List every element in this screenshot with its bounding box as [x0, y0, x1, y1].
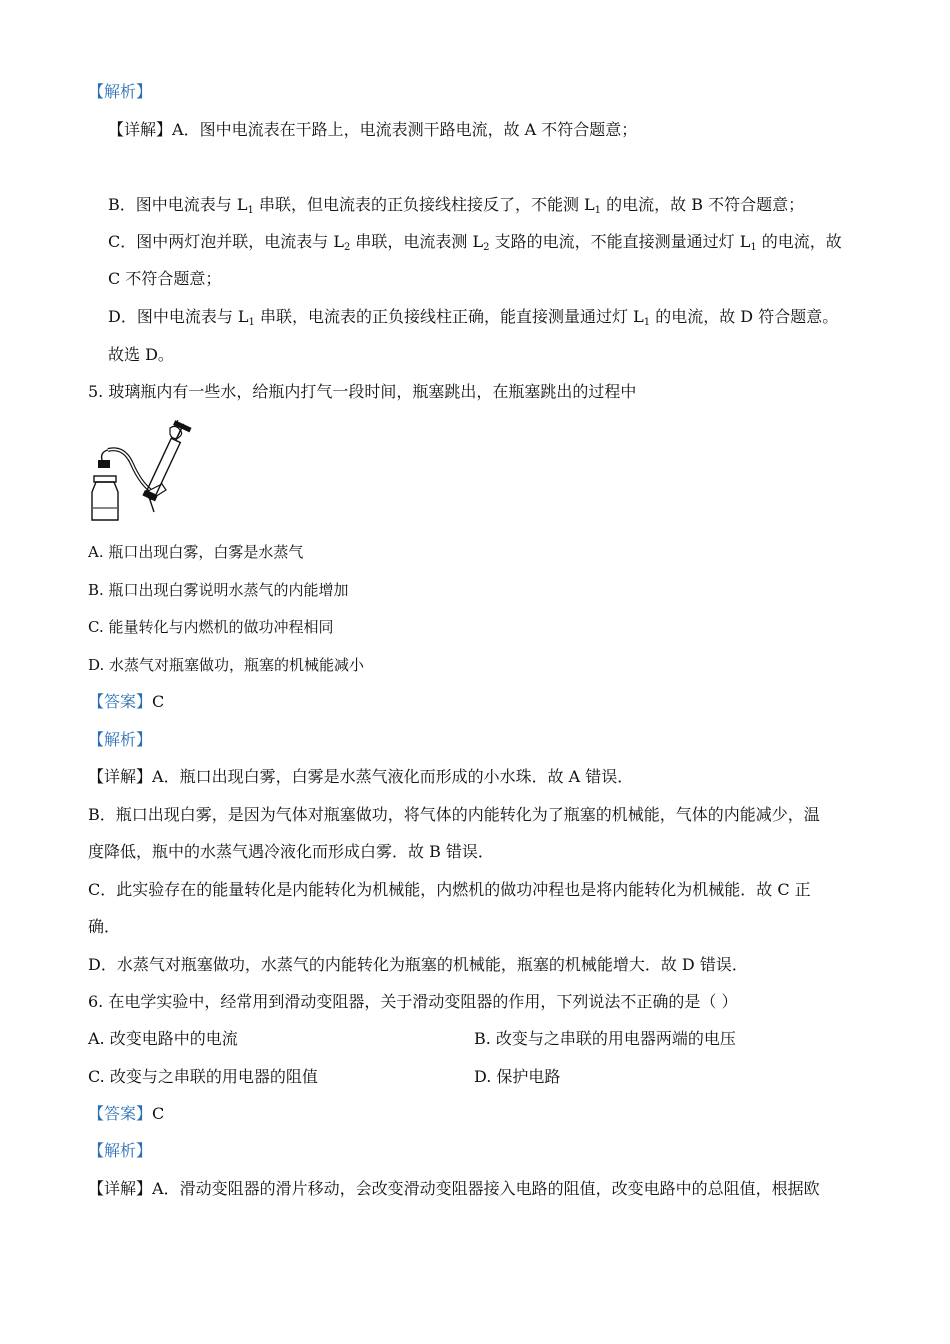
detail-line-a — [108, 120, 637, 140]
subscript: 1 — [247, 205, 254, 216]
q5-detail-c-cont: 确． — [88, 917, 121, 936]
q5-analysis-heading: 【解析】 — [88, 730, 153, 749]
q5-detail-b: B．瓶口出现白雾，是因为气体对瓶塞做功，将气体的内能转化为了瓶塞的机械能，气体的内能减少，温 — [88, 805, 820, 824]
subscript: 1 — [248, 317, 255, 328]
text: B．图中电流表与 L — [108, 195, 248, 214]
text: 串联，电流表的正负接线柱正确，能直接测量通过灯 L — [254, 307, 644, 326]
detail-tag: 【详解】 — [88, 1179, 153, 1198]
text: 的电流，故 B 不符合题意； — [601, 195, 805, 214]
q5-option-c: C. 能量转化与内燃机的做功冲程相同 — [88, 618, 334, 636]
answer-value: C — [152, 692, 165, 711]
q5-option-a: A. 瓶口出现白雾，白雾是水蒸气 — [88, 543, 304, 561]
subscript: 1 — [750, 242, 757, 253]
detail-line-b — [108, 195, 804, 215]
question-6-stem: 6. 在电学实验中，经常用到滑动变阻器，关于滑动变阻器的作用，下列说法不正确的是（ ） — [88, 992, 738, 1011]
q6-option-b: B. 改变与之串联的用电器两端的电压 — [474, 1029, 736, 1048]
detail-tag: 【详解】 — [88, 767, 153, 786]
subscript: 2 — [343, 242, 351, 253]
q6-option-d: D. 保护电路 — [474, 1067, 561, 1086]
detail-text: A．滑动变阻器的滑片移动，会改变滑动变阻器接入电路的阻值，改变电路中的总阻值，根据欧 — [152, 1179, 820, 1198]
q5-detail-b-cont: 度降低，瓶中的水蒸气遇冷液化而形成白雾．故 B 错误． — [88, 842, 494, 861]
q6-option-a: A. 改变电路中的电流 — [88, 1029, 238, 1048]
text: 串联，但电流表的正负接线柱接反了，不能测 L — [253, 195, 595, 214]
detail-text: A．瓶口出现白雾，白雾是水蒸气液化而形成的小水珠．故 A 错误． — [152, 767, 634, 786]
analysis-heading: 【解析】 — [88, 82, 153, 101]
q6-analysis-heading: 【解析】 — [88, 1141, 153, 1160]
q5-option-d: D. 水蒸气对瓶塞做功，瓶塞的机械能减小 — [88, 656, 365, 674]
answer-tag: 【答案】 — [88, 692, 153, 711]
answer-value: C — [152, 1104, 165, 1123]
q6-option-c: C. 改变与之串联的用电器的阻值 — [88, 1067, 318, 1086]
q6-detail-a — [88, 1179, 820, 1199]
text: 的电流，故 D 符合题意。 — [650, 307, 839, 326]
text: C．图中两灯泡并联，电流表与 L — [108, 232, 344, 251]
subscript: 1 — [594, 205, 602, 216]
answer-tag: 【答案】 — [88, 1104, 153, 1123]
text: 串联，电流表测 L — [350, 232, 484, 251]
q5-option-b: B. 瓶口出现白雾说明水蒸气的内能增加 — [88, 581, 349, 599]
text: 的电流，故 — [756, 232, 842, 251]
q5-detail-a — [88, 767, 633, 787]
detail-conclusion: 故选 D。 — [108, 345, 174, 364]
detail-tag: 【详解】 — [108, 120, 173, 139]
q5-answer — [88, 692, 164, 712]
q5-detail-c: C．此实验存在的能量转化是内能转化为机械能，内燃机的做功冲程也是将内能转化为机械能．故 C 正 — [88, 880, 811, 899]
detail-text: A．图中电流表在干路上，电流表测干路电流，故 A 不符合题意； — [172, 120, 638, 139]
subscript: 1 — [643, 317, 651, 328]
detail-line-d — [108, 307, 838, 327]
q5-detail-d: D．水蒸气对瓶塞做功，水蒸气的内能转化为瓶塞的机械能，瓶塞的机械能增大．故 D 错误． — [88, 955, 748, 974]
text: D．图中电流表与 L — [108, 307, 249, 326]
q6-answer — [88, 1104, 164, 1124]
bottle-pump-illustration — [84, 420, 194, 526]
bottle-pump-figure — [84, 420, 194, 526]
subscript: 2 — [483, 242, 490, 253]
question-5-stem: 5. 玻璃瓶内有一些水，给瓶内打气一段时间，瓶塞跳出，在瓶塞跳出的过程中 — [88, 382, 637, 401]
detail-line-c — [108, 232, 842, 252]
detail-line-c-cont: C 不符合题意； — [108, 269, 222, 288]
text: 支路的电流，不能直接测量通过灯 L — [489, 232, 751, 251]
